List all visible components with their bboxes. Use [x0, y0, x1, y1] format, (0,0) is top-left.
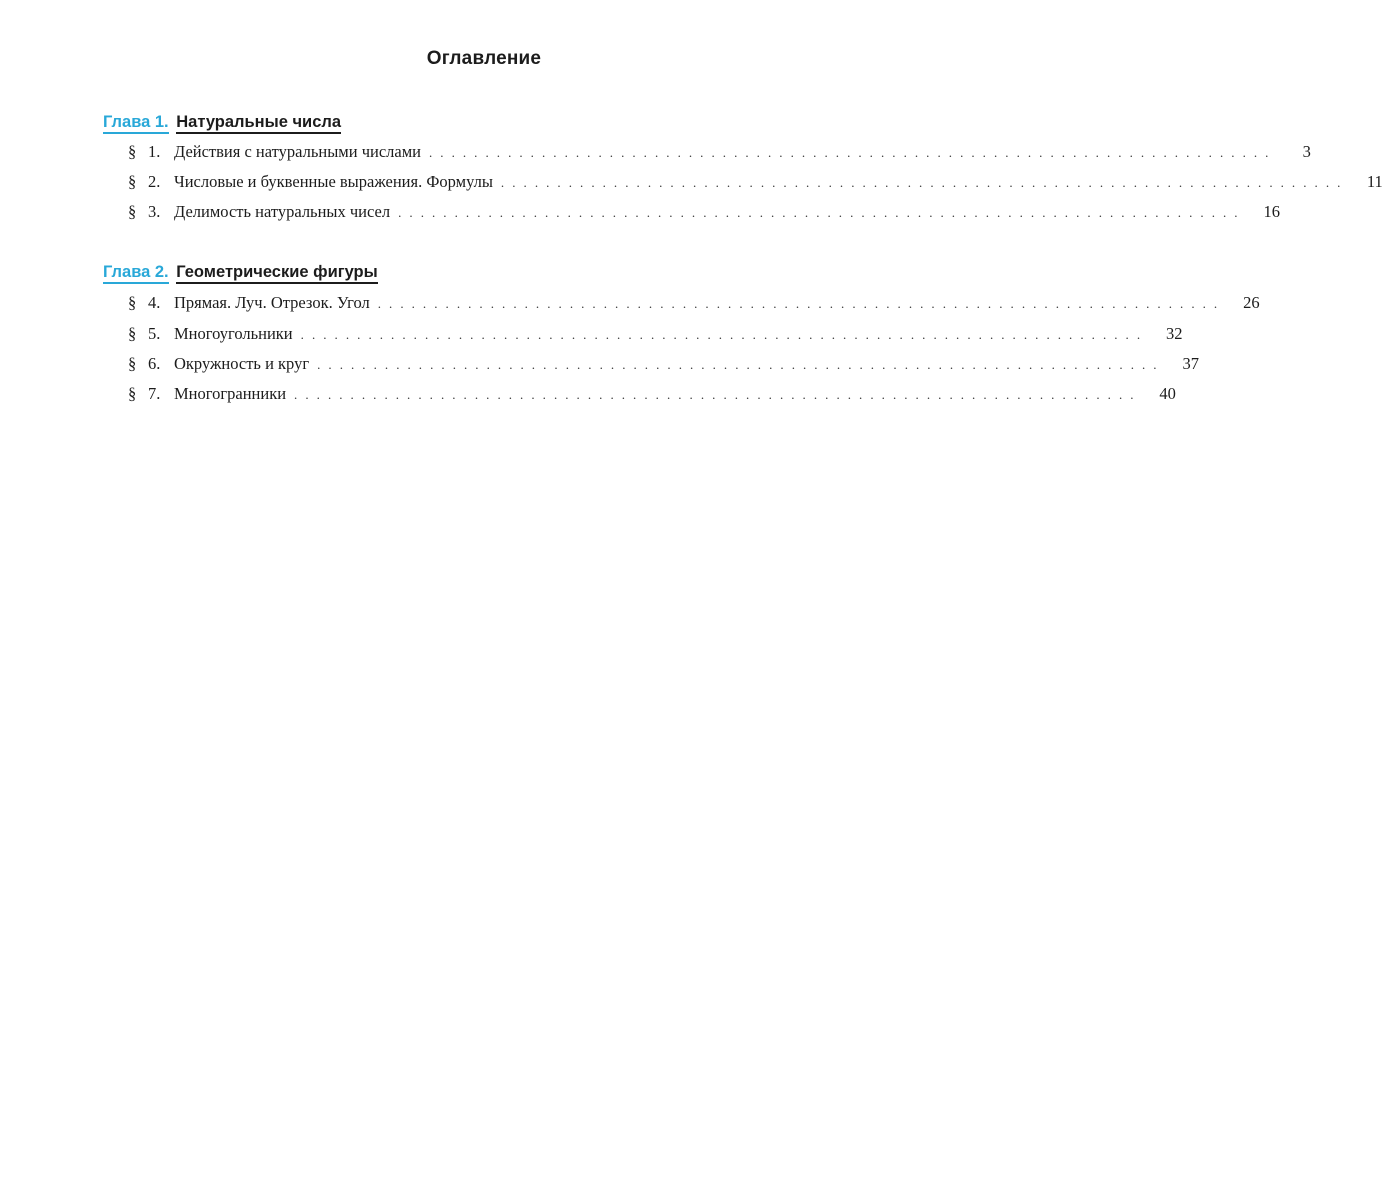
page-title: Оглавление	[426, 48, 542, 69]
chapter-heading-1[interactable]	[103, 113, 341, 132]
section-title: Делимость натуральных чисел	[174, 202, 391, 221]
page-number: 37	[1182, 354, 1199, 373]
toc-entry[interactable]	[128, 142, 1311, 164]
section-sign: §	[128, 354, 137, 373]
chapter-title: Геометрические фигуры	[176, 263, 377, 284]
section-sign: §	[128, 324, 137, 343]
toc-entry[interactable]	[128, 202, 1280, 224]
toc-entry[interactable]	[128, 384, 1176, 406]
section-title: Окружность и круг	[174, 354, 310, 373]
section-number: 6.	[148, 354, 161, 373]
page-number: 32	[1166, 324, 1183, 343]
chapter-label: Глава 1.	[103, 113, 169, 134]
section-number: 3.	[148, 202, 161, 221]
section-sign: §	[128, 293, 137, 312]
dot-leader: . . . . . . . . . . . . . . . . . . . . . . . . . . . . . . . . . . . . . . . . . . . . . . . . . . . . . . . . . . . . . . . . . . . . . . . . . . .	[317, 357, 1159, 372]
page-number: 16	[1263, 202, 1280, 221]
section-title: Многоугольники	[174, 324, 293, 343]
section-number: 4.	[148, 293, 161, 312]
dot-leader: . . . . . . . . . . . . . . . . . . . . . . . . . . . . . . . . . . . . . . . . . . . . . . . . . . . . . . . . . . . . . . . . . . . . . . . . . . .	[398, 205, 1240, 220]
chapter-label: Глава 2.	[103, 263, 169, 284]
section-title: Многогранники	[174, 384, 287, 403]
page-number: 3	[1302, 142, 1311, 161]
section-sign: §	[128, 142, 137, 161]
section-number: 7.	[148, 384, 161, 403]
toc-entry[interactable]	[128, 354, 1199, 376]
chapter-title: Натуральные числа	[176, 113, 341, 134]
section-title: Числовые и буквенные выражения. Формулы	[174, 172, 493, 191]
section-number: 1.	[148, 142, 161, 161]
toc-entry[interactable]	[128, 324, 1183, 346]
dot-leader: . . . . . . . . . . . . . . . . . . . . . . . . . . . . . . . . . . . . . . . . . . . . . . . . . . . . . . . . . . . . . . . . . . . . . . . . . . .	[377, 296, 1220, 311]
section-title: Прямая. Луч. Отрезок. Угол	[174, 293, 370, 312]
page-number: 40	[1159, 384, 1176, 403]
dot-leader: . . . . . . . . . . . . . . . . . . . . . . . . . . . . . . . . . . . . . . . . . . . . . . . . . . . . . . . . . . . . . . . . . . . . . . . . . . .	[294, 387, 1136, 402]
section-number: 5.	[148, 324, 161, 343]
dot-leader: . . . . . . . . . . . . . . . . . . . . . . . . . . . . . . . . . . . . . . . . . . . . . . . . . . . . . . . . . . . . . . . . . . . . . . . . . . .	[428, 145, 1271, 160]
toc-entry[interactable]	[128, 293, 1260, 315]
section-sign: §	[128, 384, 137, 403]
section-sign: §	[128, 202, 137, 221]
section-title: Действия с натуральными числами	[174, 142, 421, 161]
section-sign: §	[128, 172, 137, 191]
section-number: 2.	[148, 172, 161, 191]
toc-entry[interactable]	[128, 172, 1383, 194]
page-number: 26	[1243, 293, 1260, 312]
dot-leader: . . . . . . . . . . . . . . . . . . . . . . . . . . . . . . . . . . . . . . . . . . . . . . . . . . . . . . . . . . . . . . . . . . . . . . . . . . .	[300, 327, 1143, 342]
chapter-heading-2[interactable]	[103, 263, 378, 282]
page-number: 11	[1366, 172, 1383, 191]
dot-leader: . . . . . . . . . . . . . . . . . . . . . . . . . . . . . . . . . . . . . . . . . . . . . . . . . . . . . . . . . . . . . . . . . . . . . . . . . . .	[500, 175, 1343, 190]
